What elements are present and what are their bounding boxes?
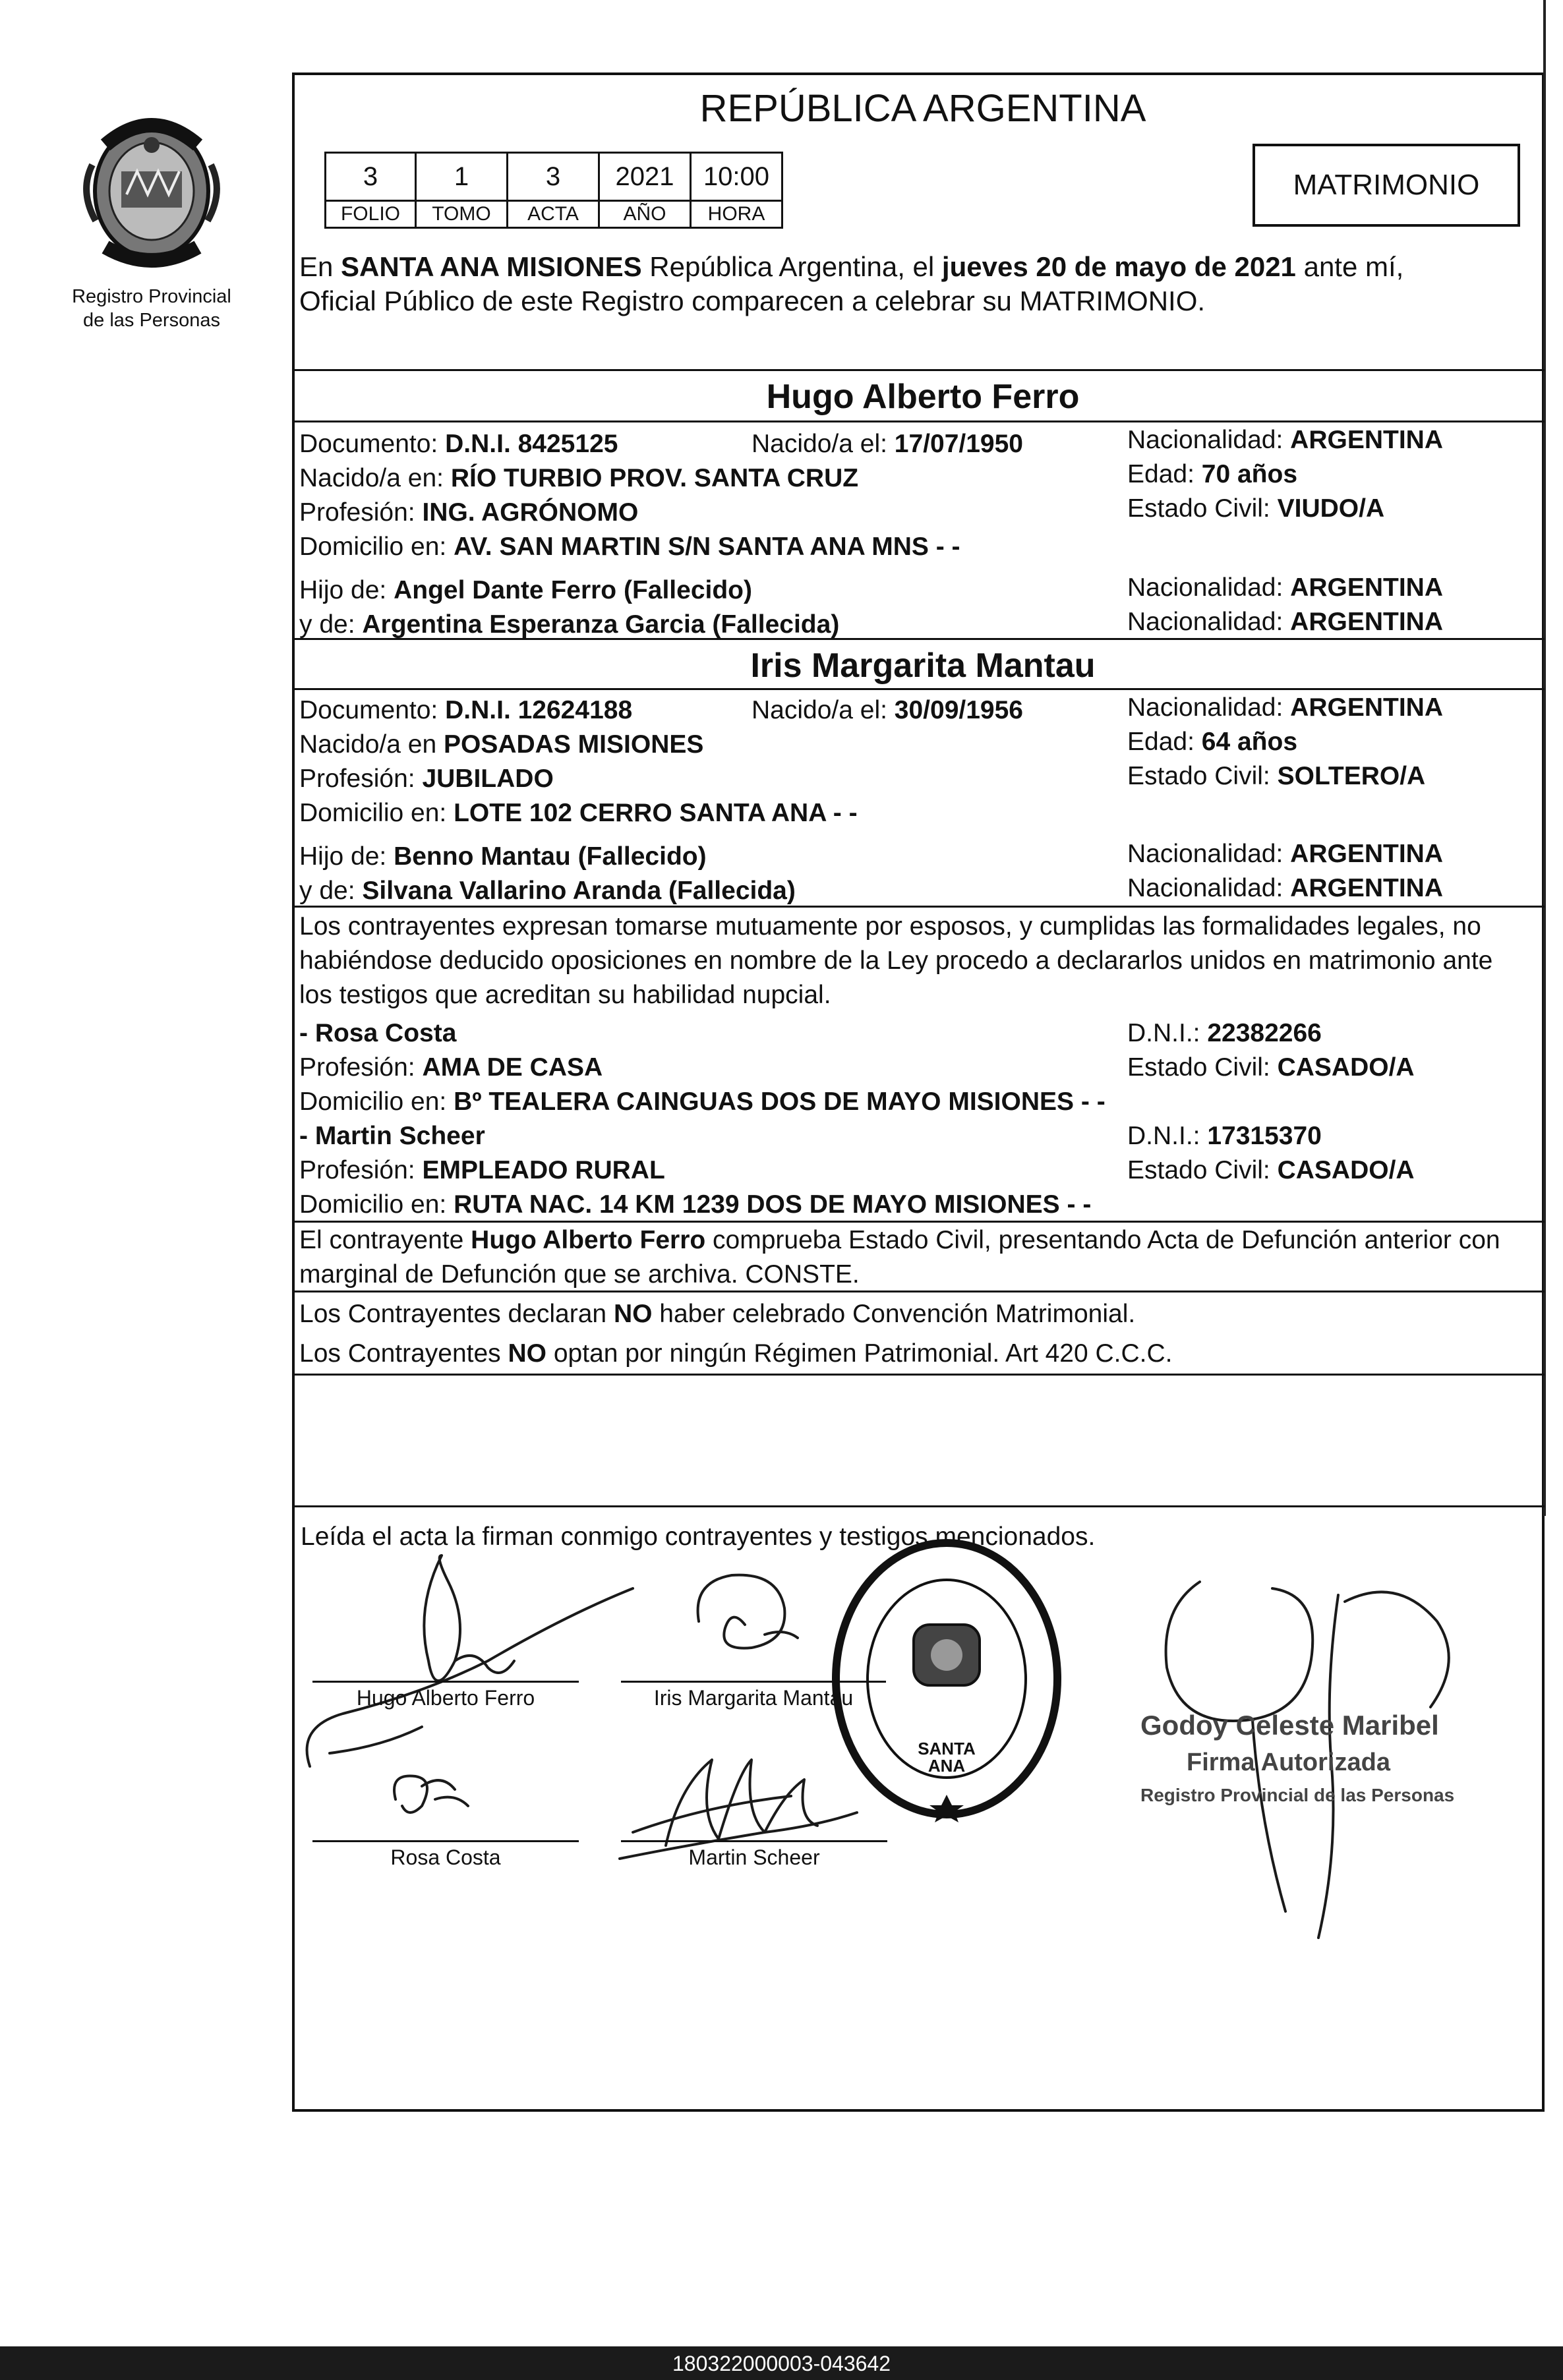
text-a: Los Contrayentes declaran [299, 1300, 614, 1328]
label: Hijo de: [299, 576, 394, 604]
divider-signatures [295, 1505, 1545, 1507]
groom-profession [299, 500, 638, 525]
bride-birthplace [299, 732, 703, 757]
value: Silvana Vallarino Aranda (Fallecida) [362, 877, 796, 905]
groom-signature-label: Hugo Alberto Ferro [356, 1686, 535, 1710]
groom-document [299, 431, 618, 457]
label: Profesión: [299, 1053, 423, 1082]
logo-caption-line1: Registro Provincial [72, 286, 231, 307]
label: y de: [299, 877, 363, 905]
bride-name: Iris Margarita Mantau [750, 647, 1096, 685]
divider-bride-name [295, 688, 1545, 690]
declaration-line-3: los testigos que acreditan su habilidad nupcial. [299, 981, 831, 1009]
bride-signature-icon [672, 1562, 817, 1674]
label: Nacido/a el: [752, 430, 895, 458]
text-b: haber celebrado Convención Matrimonial. [652, 1300, 1136, 1328]
value: 30/09/1956 [894, 696, 1023, 724]
label: Nacionalidad: [1127, 426, 1291, 454]
bride-father [299, 844, 707, 869]
misiones-seal-icon [66, 105, 237, 290]
convention-line-1 [299, 1301, 1135, 1327]
label: D.N.I.: [1127, 1122, 1208, 1150]
document-barcode: 180322000003-043642 [672, 2352, 891, 2375]
groom-nationality [1127, 427, 1443, 453]
value: Argentina Esperanza Garcia (Fallecida) [362, 610, 840, 639]
value: JUBILADO [422, 765, 554, 793]
label: Estado Civil: [1127, 1053, 1278, 1082]
value: D.N.I. 12624188 [445, 696, 633, 724]
label: Profesión: [299, 1156, 423, 1184]
witness1-signature-icon [376, 1760, 488, 1832]
intro-line-1 [299, 253, 1403, 281]
text-a: El contrayente [299, 1226, 471, 1254]
bride-address [299, 800, 858, 826]
label: Edad: [1127, 460, 1202, 488]
value: 17/07/1950 [894, 430, 1023, 458]
label: Nacionalidad: [1127, 573, 1291, 602]
bride-profession [299, 766, 554, 792]
acta-value: 3 [506, 152, 600, 202]
year-label: AÑO [598, 200, 692, 229]
folio-value: 3 [324, 152, 417, 202]
witness1-profession [299, 1055, 603, 1080]
groom-birthdate [752, 431, 1023, 457]
value: ARGENTINA [1290, 874, 1444, 902]
intro-text-b: República Argentina, el [641, 251, 942, 282]
scan-edge-line [1543, 0, 1546, 1516]
witness1-civil-status [1127, 1055, 1415, 1080]
label: Profesión: [299, 498, 423, 527]
seal-center-text: SANTA ANA [918, 1739, 976, 1776]
value: ARGENTINA [1290, 693, 1444, 722]
groom-mother-nationality [1127, 609, 1443, 635]
bride-signature-line [621, 1681, 886, 1683]
label: Nacido/a en: [299, 464, 451, 492]
tomo-label: TOMO [415, 200, 508, 229]
note-name: Hugo Alberto Ferro [471, 1226, 706, 1254]
intro-line-2: Oficial Público de este Registro comparecen a celebrar su MATRIMONIO. [299, 285, 1206, 316]
tomo-value: 1 [415, 152, 508, 202]
groom-birthplace [299, 465, 858, 491]
value: CASADO/A [1277, 1156, 1415, 1184]
value: Angel Dante Ferro (Fallecido) [394, 576, 752, 604]
witness2-name: - Martin Scheer [299, 1122, 485, 1150]
label: Nacido/a en [299, 730, 444, 759]
intro-text-a: En [299, 251, 341, 282]
intro-place: SANTA ANA MISIONES [341, 251, 642, 282]
registry-seal-icon [823, 1532, 1071, 1826]
divider-intro [295, 369, 1545, 371]
text-no: NO [613, 1300, 653, 1328]
label: Nacionalidad: [1127, 693, 1291, 722]
label: Documento: [299, 430, 446, 458]
declaration-line-1: Los contrayentes expresan tomarse mutuamente por esposos, y cumplidas las formalidades legales, no [299, 912, 1481, 941]
value: CASADO/A [1277, 1053, 1415, 1082]
witness1-signature-label: Rosa Costa [390, 1845, 501, 1869]
value: 17315370 [1207, 1122, 1322, 1150]
bride-mother [299, 878, 796, 904]
value: RUTA NAC. 14 KM 1239 DOS DE MAYO MISIONES - - [454, 1190, 1092, 1219]
groom-father-nationality [1127, 575, 1443, 600]
divider-groom [295, 638, 1545, 640]
groom-signature-icon [290, 1529, 646, 1793]
value: ARGENTINA [1290, 608, 1444, 636]
label: D.N.I.: [1127, 1019, 1208, 1047]
text-b: optan por ningún Régimen Patrimonial. Art 420 C.C.C. [546, 1339, 1173, 1368]
label: Estado Civil: [1127, 1156, 1278, 1184]
bride-civil-status [1127, 763, 1425, 789]
value: 70 años [1201, 460, 1298, 488]
groom-mother [299, 612, 839, 637]
declaration-line-2: habiéndose deducido oposiciones en nombre de la Ley procedo a declararlos unidos en matrimonio ante [299, 946, 1493, 975]
label: Nacionalidad: [1127, 874, 1291, 902]
witness2-address [299, 1192, 1091, 1217]
bride-age [1127, 729, 1297, 755]
divider-groom-name [295, 421, 1545, 422]
groom-signature-line [312, 1681, 579, 1683]
value: AMA DE CASA [422, 1053, 603, 1082]
witness1-signature-line [312, 1840, 579, 1842]
witness1-name: - Rosa Costa [299, 1019, 457, 1047]
folio-label: FOLIO [324, 200, 417, 229]
label: Domicilio en: [299, 799, 454, 827]
time-value: 10:00 [690, 152, 783, 202]
signatures-intro: Leída el acta la firman conmigo contrayentes y testigos mencionados. [301, 1523, 1096, 1551]
logo-caption [46, 285, 257, 333]
value: 64 años [1201, 728, 1298, 756]
time-label: HORA [690, 200, 783, 229]
logo-caption-line2: de las Personas [83, 310, 220, 332]
label: Hijo de: [299, 842, 394, 871]
groom-address [299, 534, 960, 560]
label: Nacido/a el: [752, 696, 895, 724]
groom-age [1127, 461, 1297, 487]
witness2-civil-status [1127, 1157, 1415, 1183]
bride-birthdate [752, 697, 1023, 723]
groom-name: Hugo Alberto Ferro [766, 378, 1080, 416]
groom-civil-status [1127, 496, 1384, 521]
label: Domicilio en: [299, 1088, 454, 1116]
label: Documento: [299, 696, 446, 724]
bride-nationality [1127, 695, 1443, 720]
text-b: comprueba Estado Civil, presentando Acta de Defunción anterior con [705, 1226, 1500, 1254]
witness2-dni [1127, 1123, 1322, 1149]
bride-father-nationality [1127, 841, 1443, 867]
intro-date: jueves 20 de mayo de 2021 [941, 251, 1296, 282]
groom-father [299, 577, 752, 603]
year-value: 2021 [598, 152, 692, 202]
divider-convention [295, 1374, 1545, 1376]
value: ING. AGRÓNOMO [422, 498, 639, 527]
value: SOLTERO/A [1277, 762, 1426, 790]
label: Edad: [1127, 728, 1202, 756]
witness1-address [299, 1089, 1106, 1115]
label: Estado Civil: [1127, 494, 1278, 523]
bride-signature-label: Iris Margarita Mantau [653, 1686, 854, 1710]
witness1-dni [1127, 1020, 1322, 1046]
label: Nacionalidad: [1127, 608, 1291, 636]
country-title: REPÚBLICA ARGENTINA [699, 87, 1146, 130]
value: 22382266 [1207, 1019, 1322, 1047]
civil-status-note-line-1 [299, 1227, 1500, 1253]
value: RÍO TURBIO PROV. SANTA CRUZ [450, 464, 859, 492]
convention-line-2 [299, 1341, 1173, 1366]
label: Estado Civil: [1127, 762, 1278, 790]
label: Domicilio en: [299, 1190, 454, 1219]
text-no: NO [508, 1339, 547, 1368]
label: y de: [299, 610, 363, 639]
witness2-signature-line [621, 1840, 887, 1842]
divider-note [295, 1291, 1545, 1292]
acta-label: ACTA [506, 200, 600, 229]
official-stamp [1140, 1707, 1496, 1810]
document-type: MATRIMONIO [1293, 169, 1480, 201]
value: ARGENTINA [1290, 426, 1444, 454]
value: VIUDO/A [1277, 494, 1385, 523]
value: Benno Mantau (Fallecido) [394, 842, 707, 871]
value: LOTE 102 CERRO SANTA ANA - - [454, 799, 858, 827]
official-role: Firma Autorizada [1187, 1749, 1390, 1776]
witness2-signature-label: Martin Scheer [688, 1845, 820, 1869]
value: Bº TEALERA CAINGUAS DOS DE MAYO MISIONES - - [454, 1088, 1106, 1116]
label: Profesión: [299, 765, 423, 793]
province-logo [66, 105, 237, 290]
document-type-box [1253, 144, 1520, 227]
value: EMPLEADO RURAL [422, 1156, 665, 1184]
divider-bride [295, 906, 1545, 908]
value: AV. SAN MARTIN S/N SANTA ANA MNS - - [454, 533, 960, 561]
bride-document [299, 697, 632, 723]
bride-mother-nationality [1127, 875, 1443, 901]
official-org: Registro Provincial de las Personas [1140, 1785, 1455, 1805]
value: D.N.I. 8425125 [445, 430, 618, 458]
official-name: Godoy Celeste Maribel [1140, 1710, 1439, 1741]
divider-witnesses [295, 1221, 1545, 1223]
label: Domicilio en: [299, 533, 454, 561]
text-a: Los Contrayentes [299, 1339, 508, 1368]
witness2-profession [299, 1157, 665, 1183]
label: Nacionalidad: [1127, 840, 1291, 868]
value: ARGENTINA [1290, 573, 1444, 602]
value: ARGENTINA [1290, 840, 1444, 868]
civil-status-note-line-2: marginal de Defunción que se archiva. CONSTE. [299, 1260, 860, 1289]
intro-text-c: ante mí, [1295, 251, 1404, 282]
value: POSADAS MISIONES [443, 730, 704, 759]
